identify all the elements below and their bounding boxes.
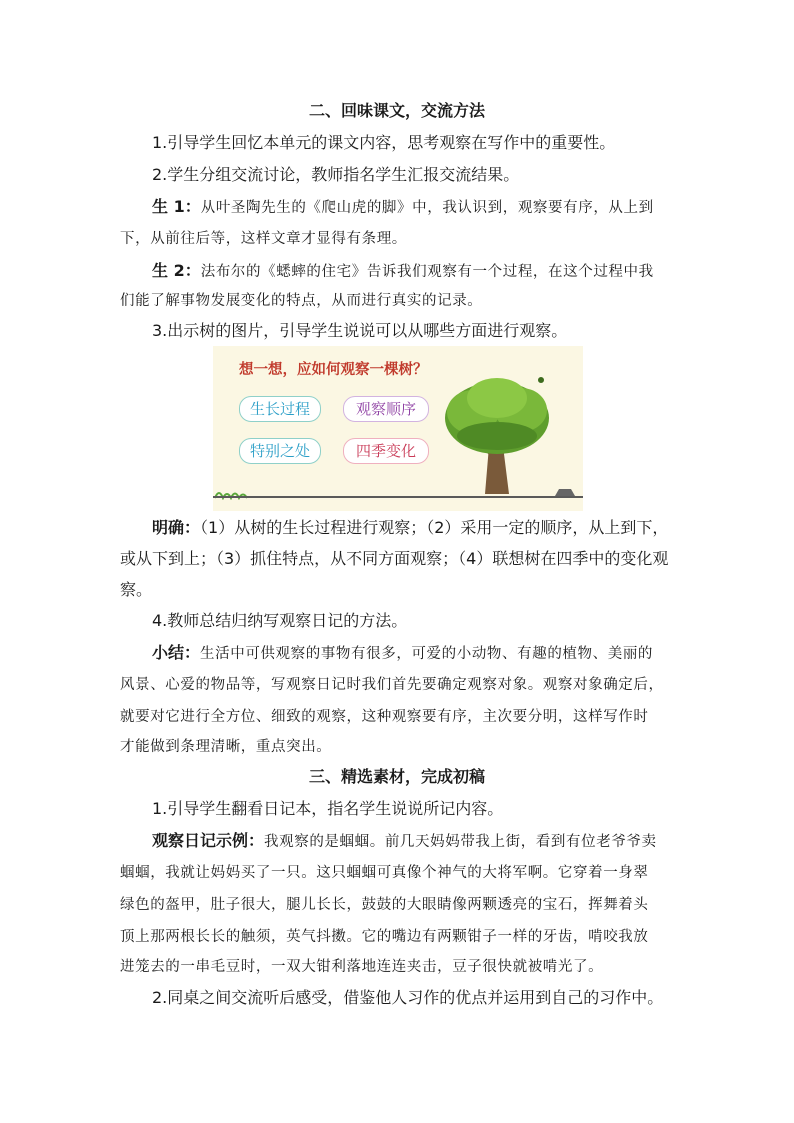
step-3-text: 3.出示树的图片，引导学生说说可以从哪些方面进行观察。	[152, 321, 568, 340]
summary-line2: 风景、心爱的物品等，写观察日记时我们首先要确定观察对象。观察对象确定后，	[120, 677, 664, 693]
tree-observation-figure	[213, 346, 583, 511]
example-line4: 顶上那两根长长的触须，英气抖擞。它的嘴边有两颗钳子一样的牙齿，啃咬我放	[120, 929, 649, 945]
tree-illustration	[441, 366, 553, 498]
pill-growth-process: 生长过程	[239, 396, 321, 422]
student-1-answer-line1	[152, 196, 654, 219]
figure-title: 想一想，应如何观察一棵树？	[239, 362, 428, 378]
example-line1	[152, 830, 657, 853]
step-4-text: 4.教师总结归纳写观察日记的方法。	[152, 611, 408, 630]
student-2-answer-line2: 们能了解事物发展变化的特点，从而进行真实的记录。	[120, 293, 483, 309]
stone-decoration	[553, 486, 577, 498]
student-2-text: 法布尔的《蟋蟀的住宅》告诉我们观察有一个过程，在这个过程中我	[200, 264, 654, 280]
step-1-text: 1.引导学生回忆本单元的课文内容，思考观察在写作中的重要性。	[152, 133, 616, 152]
clarify-text: （1）从树的生长过程进行观察；（2）采用一定的顺序，从上到下，	[200, 518, 669, 537]
clarify-line3: 察。	[120, 580, 153, 599]
summary-line3: 就要对它进行全方位、细致的观察，这种观察要有序，主次要分明，这样写作时	[120, 709, 649, 725]
example-line5: 进笼去的一串毛豆时，一双大钳利落地连连夹击，豆子很快就被啃光了。	[120, 959, 604, 975]
step-2-text: 2.学生分组交流讨论，教师指名学生汇报交流结果。	[152, 165, 520, 184]
student-1-text: 从叶圣陶先生的《爬山虎的脚》中，我认识到，观察要有序，从上到	[200, 200, 654, 216]
ground-line	[213, 496, 583, 498]
example-text: 我观察的是蝈蝈。前几天妈妈带我上街，看到有位老爷爷卖	[264, 834, 657, 850]
clarify-label: 明确：	[152, 518, 201, 537]
pill-special-features: 特别之处	[239, 438, 321, 464]
clarify-line1	[152, 517, 668, 539]
example-line2: 蝈蝈，我就让妈妈买了一只。这只蝈蝈可真像个神气的大将军啊。它穿着一身翠	[120, 865, 649, 881]
example-line3: 绿色的盔甲，肚子很大，腿儿长长，鼓鼓的大眼睛像两颗透亮的宝石，挥舞着头	[120, 897, 649, 913]
section-heading-2: 二、回味课文，交流方法	[308, 101, 485, 120]
summary-label: 小结：	[152, 643, 201, 662]
example-label: 观察日记示例：	[152, 831, 265, 850]
summary-line1	[152, 642, 653, 665]
section-heading-3: 三、精选素材，完成初稿	[308, 767, 485, 786]
student-2-label: 生 2：	[152, 261, 201, 280]
summary-text: 生活中可供观察的事物有很多，可爱的小动物、有趣的植物、美丽的	[200, 646, 654, 662]
student-1-answer-line2: 下，从前往后等，这样文章才显得有条理。	[120, 231, 407, 247]
student-1-label: 生 1：	[152, 197, 201, 216]
summary-line4: 才能做到条理清晰，重点突出。	[120, 739, 332, 755]
step-3-1-text: 1.引导学生翻看日记本，指名学生说说所记内容。	[152, 799, 504, 818]
step-3-2-text: 2.同桌之间交流听后感受，借鉴他人习作的优点并运用到自己的习作中。	[152, 988, 664, 1007]
pill-four-seasons: 四季变化	[343, 438, 429, 464]
pill-observation-order: 观察顺序	[343, 396, 429, 422]
student-2-answer-line1	[152, 260, 654, 283]
clarify-line2: 或从下到上；（3）抓住特点，从不同方面观察；（4）联想树在四季中的变化观	[120, 549, 669, 568]
